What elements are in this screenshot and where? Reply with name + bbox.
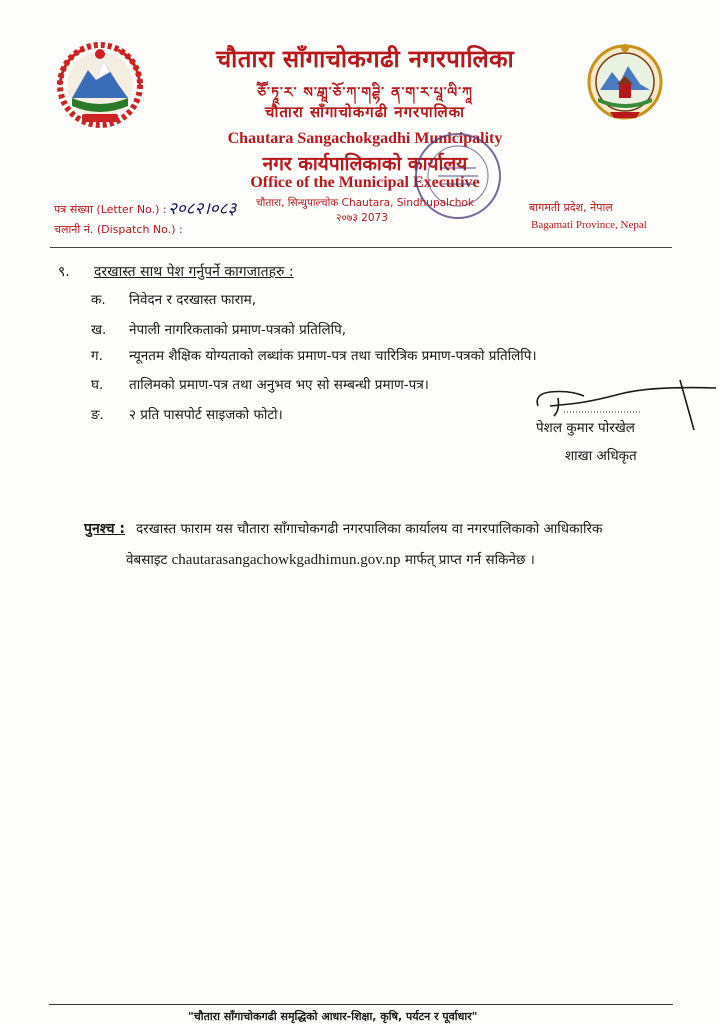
postscript-suffix: मार्फत् प्राप्त गर्न सकिनेछ ।: [404, 552, 535, 568]
municipality-logo-icon: [586, 40, 664, 122]
footer-divider: [49, 1004, 673, 1005]
list-item-marker: ग.: [91, 348, 103, 364]
list-item-marker: ङ.: [91, 407, 104, 423]
list-item: [91, 346, 537, 364]
province-nepali: बागमती प्रदेश, नेपाल: [529, 201, 613, 214]
footer-slogan: "चौतारा साँगाचोकगढी समृद्धिको आधार-शिक्षा, कृषि, पर्यटन र पूर्वाधार": [188, 1010, 478, 1023]
website-url: chautarasangachowkgadhimun.gov.np: [171, 552, 401, 568]
list-item-text: निवेदन र दरखास्त फाराम,: [129, 292, 257, 308]
letter-number-value: २०८२।०८३: [168, 199, 237, 219]
list-item: [91, 290, 256, 308]
office-address: चौतारा, सिन्धुपाल्चोक Chautara, Sindhupalchok: [256, 197, 474, 209]
municipality-name-english: Chautara Sangachokgadhi Municipality: [227, 130, 503, 147]
section-heading: दरखास्त साथ पेश गर्नुपर्ने कागजातहरु :: [94, 264, 294, 280]
section-number: ९.: [58, 264, 70, 280]
list-item-text: न्यूनतम शैक्षिक योग्यताको लब्धांक प्रमाण-पत्र तथा चारित्रिक प्रमाण-पत्रको प्रतिलिपि।: [129, 348, 537, 364]
letter-number-label: पत्र संख्या (Letter No.) :: [54, 203, 167, 216]
list-item-text: २ प्रति पासपोर्ट साइजको फोटो।: [129, 407, 283, 423]
province-english: Bagamati Province, Nepal: [531, 219, 647, 231]
list-item: [91, 405, 283, 423]
postscript-line-1: दरखास्त फाराम यस चौतारा साँगाचोकगढी नगरपालिका कार्यालय वा नगरपालिकाको आधिकारिक: [136, 521, 603, 537]
postscript-prefix: वेबसाइट: [126, 552, 168, 568]
dispatch-number-label: चलानी नं. (Dispatch No.) :: [54, 223, 183, 236]
postscript-line-2: [126, 550, 535, 569]
list-item-marker: क.: [91, 292, 106, 308]
established-year: २०७३ 2073: [336, 212, 388, 224]
signatory-name: पेशल कुमार पोरखेल: [536, 420, 635, 436]
postscript-label: पुनश्च :: [84, 521, 126, 537]
header-divider: [50, 247, 672, 248]
list-item-text: नेपाली नागरिकताको प्रमाण-पत्रको प्रतिलिपि,: [129, 322, 347, 338]
signatory-designation: शाखा अधिकृत: [565, 448, 637, 464]
list-item-marker: घ.: [91, 377, 104, 393]
list-item: [91, 320, 346, 338]
municipality-name-script: ཅཽ་ཏཱ་ར་ ས་ཱགཱ་ཅོ་ཀ་གཌྷི་ ན་ག་ར་པཱ་ལི་ཀཱ: [257, 85, 473, 101]
executive-office-nepali: नगर कार्यपालिकाको कार्यालय: [262, 153, 468, 175]
list-item: [91, 375, 429, 393]
executive-office-english: Office of the Municipal Executive: [250, 174, 480, 191]
list-item-text: तालिमको प्रमाण-पत्र तथा अनुभव भए सो सम्बन्धी प्रमाण-पत्र।: [129, 377, 429, 393]
nepal-emblem-icon: [52, 40, 148, 130]
municipality-name-script-2: चौतारा साँगाचोकगढी नगरपालिका: [264, 103, 466, 121]
list-item-marker: ख.: [91, 322, 107, 338]
municipality-name-nepali: चौतारा साँगाचोकगढी नगरपालिका: [215, 45, 515, 73]
